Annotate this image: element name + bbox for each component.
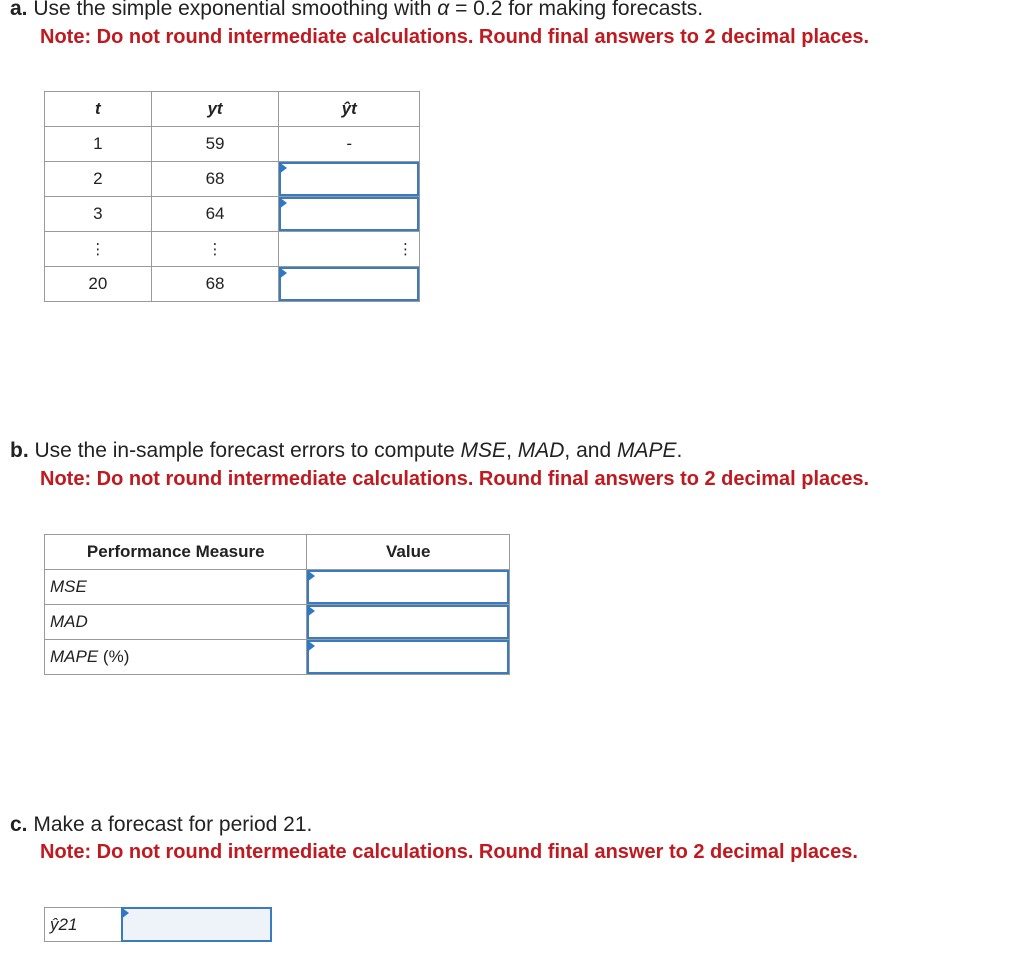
part-a-note: Note: Do not round intermediate calculations. Round final answers to 2 decimal places. <box>40 26 870 48</box>
measure-mse: MSE <box>45 570 307 605</box>
yhat-21-input[interactable] <box>121 907 272 942</box>
cell-yhat: - <box>279 127 420 162</box>
part-c-letter: c. <box>10 813 28 836</box>
header-yhat: ŷt <box>279 92 420 127</box>
performance-table <box>44 534 510 675</box>
measure-mad: MAD <box>45 605 307 640</box>
part-a-letter: a. <box>10 0 28 20</box>
yhat-20-input[interactable] <box>279 267 419 301</box>
cell-t-ellipsis: ⋮ <box>45 232 152 267</box>
cell-t: 3 <box>45 197 152 232</box>
measure-mape: MAPE (%) <box>45 640 307 675</box>
table-row <box>45 127 420 162</box>
separator: , <box>506 439 512 462</box>
smoothing-table <box>44 91 420 302</box>
header-t: t <box>45 92 152 127</box>
yhat-21-label: ŷ21 <box>44 907 122 942</box>
part-b-text: Use the in-sample forecast errors to compute <box>34 439 455 462</box>
yhat-3-input[interactable] <box>279 197 419 231</box>
mape-input[interactable] <box>307 640 509 674</box>
period: . <box>676 439 683 462</box>
table-row <box>45 162 420 197</box>
yhat-21-cell <box>121 907 272 942</box>
part-b-letter: b. <box>10 439 29 462</box>
part-c-text: Make a forecast for period 21. <box>33 813 313 836</box>
table-row <box>45 640 510 675</box>
header-yt: yt <box>151 92 279 127</box>
yhat-20-cell <box>279 267 420 302</box>
alpha-symbol: α <box>437 0 450 20</box>
cell-y: 68 <box>151 267 279 302</box>
table-row <box>45 232 420 267</box>
table-row <box>45 605 510 640</box>
part-c-note: Note: Do not round intermediate calculations. Round final answer to 2 decimal places. <box>40 841 858 863</box>
mape-term: MAPE <box>616 439 677 462</box>
yhat-3-cell <box>279 197 420 232</box>
cell-t: 2 <box>45 162 152 197</box>
part-b-note: Note: Do not round intermediate calculations. Round final answers to 2 decimal places. <box>40 468 870 490</box>
cell-t: 20 <box>45 267 152 302</box>
table-row <box>45 197 420 232</box>
yhat-2-input[interactable] <box>279 162 419 196</box>
table-row <box>45 570 510 605</box>
part-c-question <box>10 812 312 838</box>
header-performance-measure: Performance Measure <box>45 535 307 570</box>
part-a-question <box>10 0 703 22</box>
mape-cell <box>307 640 510 675</box>
part-a-text: Use the simple exponential smoothing with <box>33 0 432 20</box>
cell-y: 68 <box>151 162 279 197</box>
mad-cell <box>307 605 510 640</box>
cell-y: 64 <box>151 197 279 232</box>
cell-y-ellipsis: ⋮ <box>151 232 279 267</box>
mad-input[interactable] <box>307 605 509 639</box>
yhat-2-cell <box>279 162 420 197</box>
alpha-value-text: = 0.2 for making forecasts. <box>455 0 704 20</box>
part-b-question <box>10 438 682 464</box>
cell-y: 59 <box>151 127 279 162</box>
table-row <box>45 267 420 302</box>
mse-cell <box>307 570 510 605</box>
cell-yhat-ellipsis: ⋮ <box>279 232 420 267</box>
mse-input[interactable] <box>307 570 509 604</box>
mse-term: MSE <box>460 439 507 462</box>
header-value: Value <box>307 535 510 570</box>
and-text: , and <box>564 439 612 462</box>
mad-term: MAD <box>517 439 565 462</box>
cell-t: 1 <box>45 127 152 162</box>
